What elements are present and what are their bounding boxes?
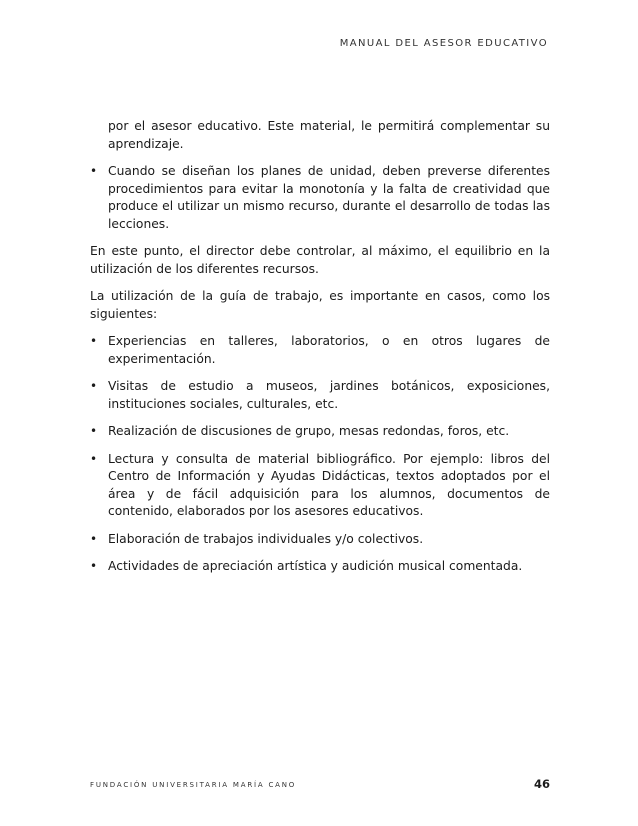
list-item xyxy=(90,333,550,368)
list-item-text: Experiencias en talleres, laboratorios, o en otros lugares de experimentación. xyxy=(108,334,550,366)
bullet-icon: • xyxy=(90,451,98,466)
page-number: 46 xyxy=(533,777,550,791)
bullet-icon: • xyxy=(90,424,98,438)
list-item xyxy=(90,423,550,441)
continuation-paragraph: por el asesor educativo. Este material, le permitirá complementar su aprendizaje. xyxy=(108,119,550,151)
body-paragraph: La utilización de la guía de trabajo, es importante en casos, como los siguientes: xyxy=(90,289,550,321)
bullet-icon: • xyxy=(90,531,98,546)
body-paragraph: En este punto, el director debe controlar, al máximo, el equilibrio en la utilización de los diferentes recursos. xyxy=(90,244,550,276)
document-body xyxy=(90,118,550,586)
list-item-text: Visitas de estudio a museos, jardines botánicos, exposiciones, instituciones sociales, culturales, etc. xyxy=(108,379,550,411)
list-item-text: Elaboración de trabajos individuales y/o colectivos. xyxy=(108,531,424,546)
list-item xyxy=(90,531,550,549)
bullet-icon: • xyxy=(90,379,98,393)
footer-institution: FUNDACIÓN UNIVERSITARIA MARÍA CANO xyxy=(90,781,297,789)
bullet-icon: • xyxy=(90,334,98,348)
list-item-text: Realización de discusiones de grupo, mesas redondas, foros, etc. xyxy=(108,424,510,438)
list-item xyxy=(90,451,550,521)
list-item xyxy=(90,163,550,233)
list-item xyxy=(90,378,550,413)
list-item-text: Lectura y consulta de material bibliográfico. Por ejemplo: libros del Centro de Información y Ayudas Didácticas, textos adoptados por el área y de fácil adquisición para los alumnos, documentos de contenido, elaborados por los asesores educativos. xyxy=(108,451,550,518)
list-item-text: Cuando se diseñan los planes de unidad, deben preverse diferentes procedimientos para evitar la monotonía y la falta de creatividad que produce el utilizar un mismo recurso, durante el desarrollo de todas las lecciones. xyxy=(108,164,550,231)
list-item xyxy=(90,558,550,576)
bullet-icon: • xyxy=(90,559,98,573)
list-item-text: Actividades de apreciación artística y audición musical comentada. xyxy=(108,559,523,573)
bullet-icon: • xyxy=(90,164,98,178)
page-header-title: MANUAL DEL ASESOR EDUCATIVO xyxy=(339,38,548,49)
